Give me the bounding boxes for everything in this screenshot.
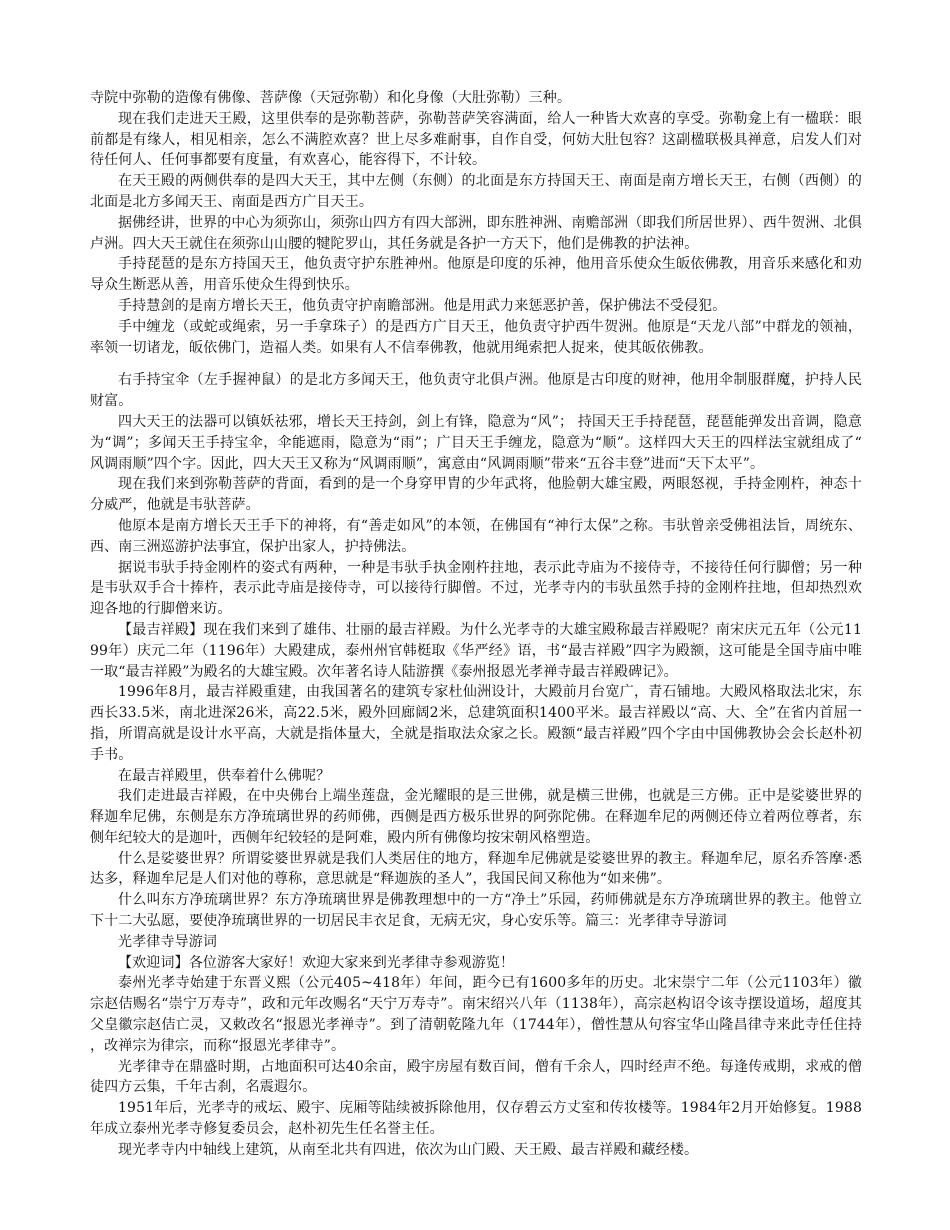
paragraph: 在天王殿的两侧供奉的是四大天王，其中左侧（东侧）的北面是东方持国天王、南面是南方增长天王，右侧（西侧）的北面是北方多闻天王、南面是西方广目天王。 [90, 173, 862, 210]
paragraph: 光孝律寺在鼎盛时期，占地面积可达40余亩，殿宇房屋有数百间，僧有千余人，四时经声不绝。每逢传戒期，求戒的僧徒四方云集，千年古刹，名震遐尔。 [90, 1058, 862, 1096]
paragraph: 在最吉祥殿里，供奉着什么佛呢？ [118, 767, 331, 784]
paragraph: 1951年后，光孝寺的戒坛、殿宇、庑厢等陆续被拆除他用，仅存碧云方丈室和传妆楼等。1984年2月开始修复。1988年成立泰州光孝寺修复委员会，赵朴初先生任名誉主任。 [90, 1100, 862, 1138]
paragraph: 泰州光孝寺始建于东晋义熙（公元405~418年）年间，距今已有1600多年的历史。北宋崇宁二年（公元1103年）徽宗赵佶赐名“崇宁万寿寺”，政和元年改赐名“天宁万寿寺”。南宋绍兴八年（1138年），高宗赵构诏令该寺摆设道场，超度其父皇徽宗赵佶亡灵，又敕改名“报恩光孝禅寺”。到了清朝乾隆九年（1744年），僧性慧从句容宝华山隆昌律寺来此寺任住持，改禅宗为律宗，而称“报恩光孝律寺”。 [90, 975, 862, 1054]
paragraph: 右手持宝伞（左手握神鼠）的是北方多闻天王，他负责守北俱卢洲。他原是古印度的财神，他用伞制服群魔，护持人民财富。 [90, 372, 862, 410]
paragraph: 什么是娑婆世界？所谓娑婆世界就是我们人类居住的地方，释迦牟尼佛就是娑婆世界的教主。释迦牟尼，原名乔答摩·悉达多，释迦牟尼是人们对他的尊称，意思就是“释迦族的圣人”，我国民间又称他为“如来佛”。 [90, 850, 862, 888]
paragraph: 手持琵琶的是东方持国天王，他负责守护东胜神州。他原是印度的乐神，他用音乐使众生皈依佛教，用音乐来感化和劝导众生断恶从善，用音乐使众生得到快乐。 [90, 256, 862, 294]
paragraph: 寺院中弥勒的造像有佛像、菩萨像（天冠弥勒）和化身像（大肚弥勒）三种。 [90, 90, 572, 106]
paragraph: 【欢迎词】各位游客大家好！欢迎大家来到光孝律寺参观游览！ [118, 954, 515, 971]
paragraph: 我们走进最吉祥殿，在中央佛台上端坐莲盘，金光耀眼的是三世佛，就是横三世佛，也就是三方佛。正中是娑婆世界的释迦牟尼佛，东侧是东方净琉璃世界的药师佛，西侧是西方极乐世界的阿弥陀佛。在释迦牟尼的两侧还侍立着两位尊者，东侧年纪较大的是迦叶，西侧年纪较轻的是阿难，殿内所有佛像均按宋朝风格塑造。 [90, 788, 862, 846]
paragraph: 光孝律寺导游词 [118, 933, 218, 950]
paragraph: 手中缠龙（或蛇或绳索，另一手拿珠子）的是西方广目天王，他负责守护西牛贺洲。他原是“天龙八部”中群龙的领袖，率领一切诸龙，皈依佛门，造福人类。如果有人不信奉佛教，他就用绳索把人捉来，使其皈依佛教。 [90, 318, 862, 356]
paragraph: 1996年8月，最吉祥殿重建，由我国著名的建筑专家杜仙洲设计，大殿前月台宽广，青石铺地。大殿风格取法北宋，东西长33.5米，南北进深26米，高22.5米，殿外回廊阔2米，总建筑面积1400平米。最吉祥殿以“高、大、全”在省内首屈一指，所谓高就是设计水平高，大就是指体量大，全就是指取法众家之长。殿额“最吉祥殿”四个字由中国佛教协会会长赵朴初手书。 [90, 684, 862, 763]
paragraph: 他原本是南方增长天王手下的神将，有“善走如风”的本领，在佛国有“神行太保”之称。韦驮曾亲受佛祖法旨，周统东、西、南三洲巡游护法事宜，保护出家人，护持佛法。 [90, 517, 862, 555]
paragraph: 四大天王的法器可以镇妖祛邪，增长天王持剑，剑上有锋，隐意为“风”； 持国天王手持琵琶，琵琶能弹发出音调，隐意为“调”；多闻天王手持宝伞，伞能遮雨，隐意为“雨”；广目天王手缠龙，隐意为“顺”。这样四大天王的四样法宝就组成了“风调雨顺”四个字。因此，四大天王又称为“风调雨顺”，寓意由“风调雨顺”带来“五谷丰登”进而“天下太平”。 [90, 413, 862, 472]
paragraph: 据说韦驮手持金刚杵的姿式有两种，一种是韦驮手执金刚杵拄地，表示此寺庙为不接侍寺，不接待任何行脚僧；另一种是韦驮双手合十捧杵，表示此寺庙是接侍寺，可以接待行脚僧。不过，光孝寺内的韦驮虽然手持的金刚杵拄地，但却热烈欢迎各地的行脚僧来访。 [90, 559, 862, 618]
paragraph: 什么叫东方净琉璃世界？东方净琉璃世界是佛教理想中的一方“净土”乐园，药师佛就是东方净琉璃世界的教主。他曾立下十二大弘愿，要使净琉璃世界的一切居民丰衣足食，无病无灾，身心安乐等。篇三：光孝律寺导游词 [90, 892, 862, 930]
paragraph: 据佛经讲，世界的中心为须弥山，须弥山四方有四大部洲，即东胜神洲、南赡部洲（即我们所居世界）、西牛贺洲、北俱卢洲。四大天王就住在须弥山山腰的犍陀罗山，其任务就是各护一方天下，他们是佛教的护法神。 [90, 214, 862, 252]
paragraph: 现在我们走进天王殿，这里供奉的是弥勒菩萨，弥勒菩萨笑容满面，给人一种皆大欢喜的享受。弥勒龛上有一楹联：眼前都是有缘人，相见相亲，怎么不满腔欢喜？世上尽多难耐事，自作自受，何妨大肚包容？这副楹联极具禅意，启发人们对待任何人、任何事都要有度量，有欢喜心，能容得下，不计较。 [90, 110, 862, 169]
paragraph: 【最吉祥殿】现在我们来到了雄伟、壮丽的最吉祥殿。为什么光孝寺的大雄宝殿称最吉祥殿呢？南宋庆元五年（公元1199年）庆元二年（1196年）大殿建成，泰州州官韩梃取《华严经》语，书“最吉祥殿”四字为殿额，这可能是全国寺庙中唯一取“最吉祥殿”为殿名的大雄宝殿。次年著名诗人陆游撰《泰州报恩光孝禅寺最吉祥殿碑记》。 [90, 621, 862, 680]
paragraph: 现在我们来到弥勒菩萨的背面，看到的是一个身穿甲胄的少年武将，他脸朝大雄宝殿，两眼怒视，手持金刚杵，神态十分威严，他就是韦驮菩萨。 [90, 476, 862, 514]
paragraph: 手持慧剑的是南方增长天王，他负责守护南瞻部洲。他是用武力来惩恶护善，保护佛法不受侵犯。 [118, 297, 727, 314]
paragraph: 现光孝寺内中轴线上建筑，从南至北共有四进，依次为山门殿、天王殿、最吉祥殿和藏经楼。 [118, 1141, 699, 1158]
document-body [90, 88, 862, 1161]
